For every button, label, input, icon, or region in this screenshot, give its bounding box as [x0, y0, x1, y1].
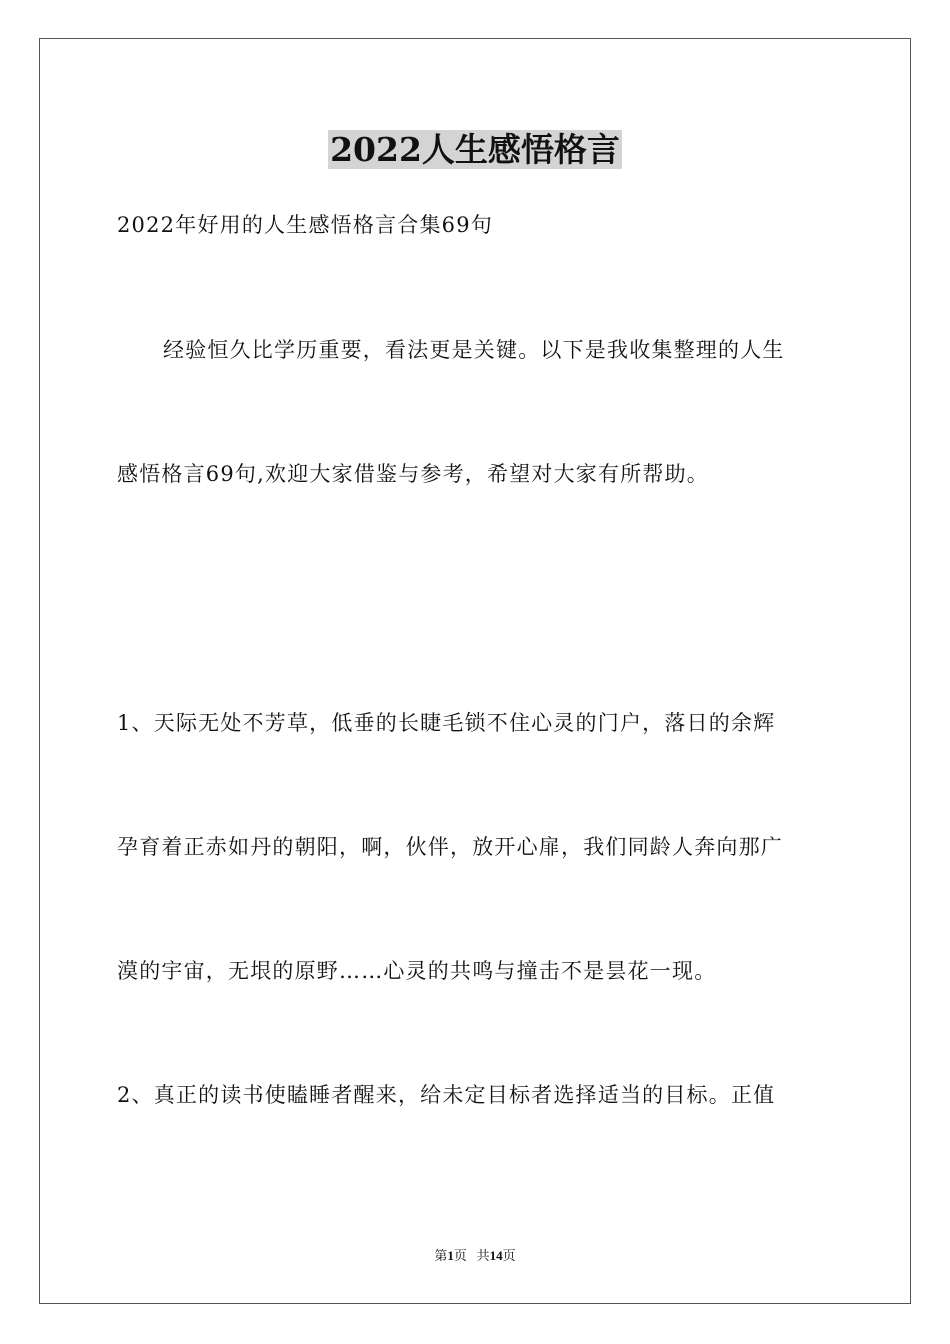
footer-page-suffix: 页 — [453, 1248, 467, 1263]
item-line-3: 漠的宇宙，无垠的原野……心灵的共鸣与撞击不是昙花一现。 — [117, 959, 717, 983]
item-line-4: 2、真正的读书使瞌睡者醒来，给未定目标者选择适当的目标。正值 — [117, 1083, 776, 1107]
footer-total-suffix: 页 — [502, 1248, 516, 1263]
footer-total-prefix: 共 — [476, 1248, 490, 1263]
document-subtitle: 2022年好用的人生感悟格言合集69句 — [117, 213, 493, 237]
item-line-2: 孕育着正赤如丹的朝阳，啊，伙伴，放开心扉，我们同龄人奔向那广 — [117, 835, 783, 859]
page-footer — [0, 1247, 950, 1265]
footer-total-pages: 14 — [489, 1248, 503, 1263]
intro-line-1: 经验恒久比学历重要，看法更是关键。以下是我收集整理的人生 — [163, 338, 785, 362]
intro-line-2: 感悟格言69句,欢迎大家借鉴与参考，希望对大家有所帮助。 — [117, 462, 709, 486]
footer-page-number: 1 — [447, 1248, 454, 1263]
footer-page-prefix: 第 — [434, 1248, 448, 1263]
document-title — [0, 128, 950, 172]
item-line-1: 1、天际无处不芳草，低垂的长睫毛锁不住心灵的门户，落日的余辉 — [117, 711, 776, 735]
document-title-text: 2022人生感悟格言 — [330, 130, 620, 169]
